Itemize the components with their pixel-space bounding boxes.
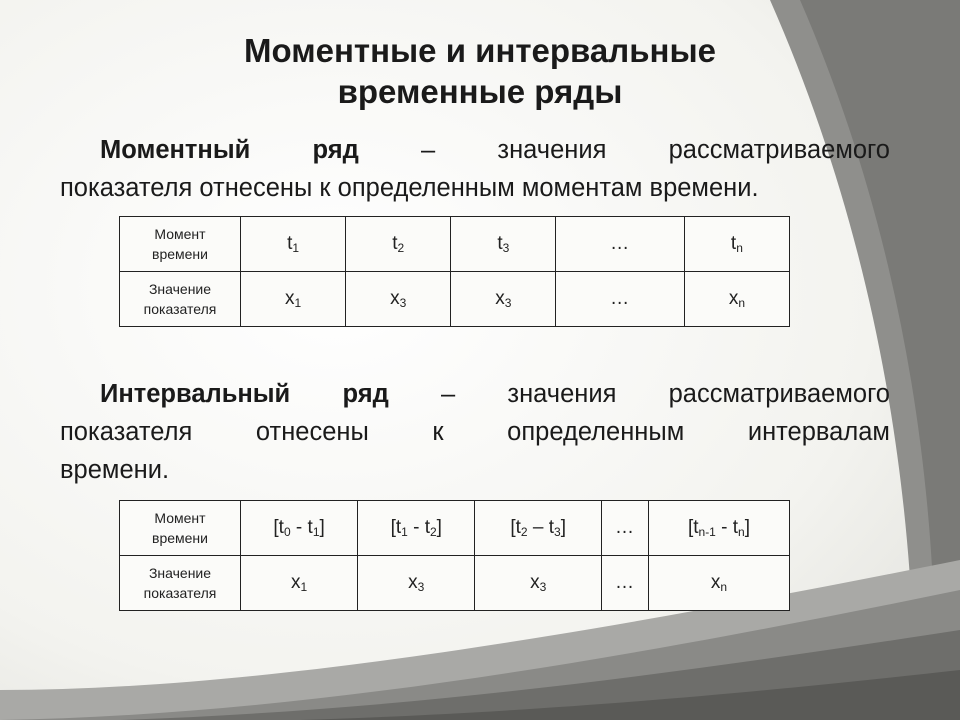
cell-part: – t (527, 517, 554, 538)
moment-term-word-1: Моментный (100, 136, 251, 164)
table-cell (601, 556, 648, 611)
cell-sub: n (738, 525, 745, 539)
cell-sub: 3 (502, 241, 510, 255)
interval-definition-line-1 (60, 375, 890, 413)
table-cell (241, 217, 346, 272)
cell-sub: 1 (401, 525, 408, 539)
moment-word-considered: рассматриваемого (668, 136, 890, 164)
table-row (120, 272, 790, 327)
interval-word-considered: рассматриваемого (668, 380, 890, 408)
cell-sub: 3 (417, 580, 425, 594)
moment-series-table (119, 216, 790, 327)
table-cell (556, 217, 684, 272)
cell-sub: n (736, 241, 743, 255)
interval-dash: – (440, 380, 456, 408)
table-row (120, 501, 790, 556)
cell-sub: 1 (312, 525, 320, 539)
cell-base: x (284, 288, 295, 309)
table-cell (346, 272, 451, 327)
cell-base: x (408, 572, 418, 593)
interval-term-word-2: ряд (342, 380, 389, 408)
table-cell (684, 272, 789, 327)
interval-word: отнесены (255, 418, 369, 446)
cell-base: x (728, 288, 739, 309)
row-header-value (120, 556, 241, 611)
row-header-value (120, 272, 241, 327)
interval-word: определенным (507, 418, 685, 446)
cell-sub: 3 (554, 525, 561, 539)
slide-title-line-1: Моментные и интервальные (244, 32, 716, 69)
row-header-line: времени (152, 530, 208, 546)
table-cell (241, 501, 358, 556)
interval-word: интервалам (747, 418, 890, 446)
cell-base: x (495, 288, 505, 309)
slide-title-line-2: временные ряды (337, 73, 623, 110)
interval-series-definition (60, 375, 890, 489)
interval-definition-line-2 (60, 413, 890, 451)
cell-base: … (610, 288, 631, 309)
interval-word-values: значения (507, 380, 617, 408)
cell-part: - t (407, 517, 430, 538)
moment-definition-line-1 (60, 131, 890, 169)
table-cell (475, 501, 602, 556)
table-cell (346, 217, 451, 272)
cell-base: t (287, 233, 293, 254)
interval-series-table (119, 500, 790, 611)
row-header-moment (120, 501, 241, 556)
table-cell (451, 217, 556, 272)
cell-part: ] (744, 517, 750, 538)
cell-sub: 2 (520, 525, 528, 539)
cell-sub: n (738, 296, 745, 310)
row-header-line: Момент (154, 226, 206, 242)
cell-part: ] (319, 517, 325, 538)
table-cell (451, 272, 556, 327)
cell-part: - t (290, 517, 313, 538)
moment-dash: – (421, 136, 436, 164)
cell-base: x (530, 572, 540, 593)
moment-word-values: значения (497, 136, 607, 164)
cell-base: t (497, 233, 503, 254)
cell-base: … (610, 233, 631, 254)
row-header-line: показателя (143, 301, 217, 317)
row-header-line: времени (152, 246, 208, 262)
cell-base: … (614, 572, 635, 593)
table-cell (648, 556, 789, 611)
cell-part: [t (390, 517, 402, 538)
cell-part: [t (687, 517, 699, 538)
table-cell (358, 501, 475, 556)
row-header-moment (120, 217, 241, 272)
cell-base: t (392, 233, 398, 254)
cell-base: x (290, 572, 301, 593)
moment-definition-text: показателя отнесены к определенным моментам времени. (60, 174, 759, 202)
interval-word: к (432, 418, 444, 446)
interval-definition-end: времени. (60, 456, 170, 484)
table-row (120, 556, 790, 611)
cell-base: x (390, 288, 400, 309)
cell-sub: 3 (539, 580, 547, 594)
slide-title (0, 30, 960, 112)
cell-sub: 1 (300, 580, 308, 594)
cell-part: [t (273, 517, 284, 538)
row-header-line: Значение (148, 565, 212, 581)
row-header-line: Момент (154, 510, 206, 526)
cell-sub: 2 (397, 241, 405, 255)
cell-part: … (614, 517, 635, 538)
interval-word: показателя (60, 418, 193, 446)
cell-sub: 0 (283, 525, 291, 539)
cell-sub: 3 (504, 296, 512, 310)
cell-sub: 3 (399, 296, 407, 310)
cell-part: ] (560, 517, 566, 538)
table-cell (241, 272, 346, 327)
row-header-line: Значение (148, 281, 212, 297)
moment-series-definition (60, 131, 890, 207)
row-header-line: показателя (143, 585, 217, 601)
cell-base: x (710, 572, 721, 593)
table-cell (475, 556, 602, 611)
cell-sub: 1 (294, 296, 302, 310)
cell-sub: n-1 (698, 525, 716, 539)
table-cell (358, 556, 475, 611)
table-cell (241, 556, 358, 611)
cell-part: ] (436, 517, 442, 538)
table-cell (684, 217, 789, 272)
cell-base: t (730, 233, 737, 254)
table-row (120, 217, 790, 272)
cell-part: [t (510, 517, 521, 538)
table-cell (648, 501, 789, 556)
table-cell (556, 272, 684, 327)
interval-definition-line-3 (60, 451, 890, 489)
table-cell (601, 501, 648, 556)
interval-term-word-1: Интервальный (100, 380, 291, 408)
cell-sub: 1 (292, 241, 300, 255)
cell-part: - t (715, 517, 739, 538)
moment-definition-line-2 (60, 169, 890, 207)
cell-sub: n (720, 580, 728, 594)
moment-term-word-2: ряд (312, 136, 359, 164)
cell-sub: 2 (429, 525, 437, 539)
